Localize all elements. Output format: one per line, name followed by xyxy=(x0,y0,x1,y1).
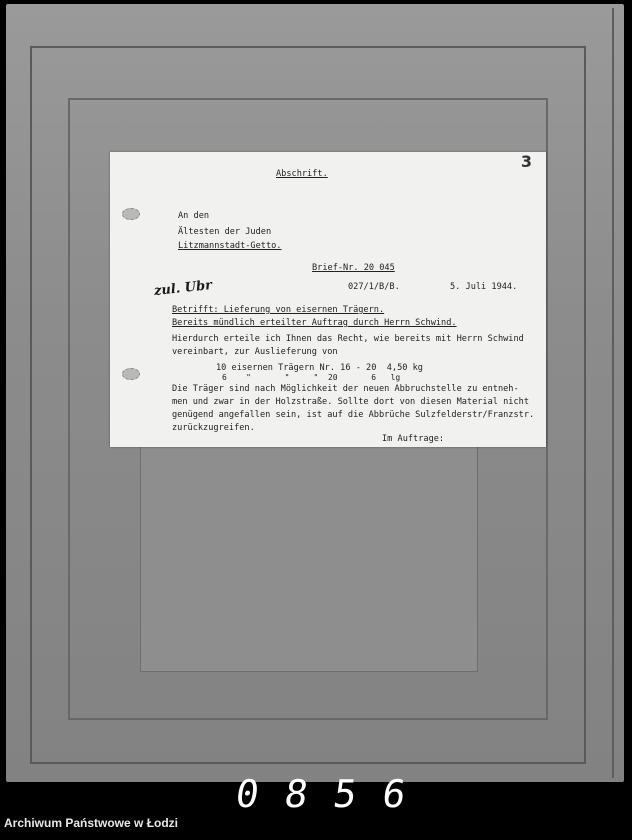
punch-hole-mark xyxy=(122,208,140,220)
brief-number: Brief-Nr. 20 045 xyxy=(312,263,395,273)
body-line-6: zurückzugreifen. xyxy=(172,423,255,433)
letter-document xyxy=(110,152,546,447)
page-number: 3 xyxy=(520,152,532,171)
document-title: Abschrift. xyxy=(276,169,328,179)
recipient-line-3: Litzmannstadt-Getto. xyxy=(178,241,282,251)
recipient-line-1: An den xyxy=(178,211,210,221)
body-line-1: Hierdurch erteile ich Ihnen das Recht, wie bereits mit Herrn Schwind xyxy=(172,334,524,344)
reference-code: 027/1/B/B. xyxy=(348,282,400,292)
recipient-line-2: Ältesten der Juden xyxy=(178,227,272,237)
archive-label: Archiwum Państwowe w Łodzi xyxy=(4,816,179,830)
body-line-3: Die Träger sind nach Möglichkeit der neuen Abbruchstelle zu entneh- xyxy=(172,384,519,394)
frame-number: 0856 xyxy=(232,772,435,816)
body-line-2: vereinbart, zur Auslieferung von xyxy=(172,347,338,357)
body-line-4: men und zwar in der Holzstraße. Sollte dort von diesen Material nicht xyxy=(172,397,529,407)
item-line-2: 6 " " " 20 6 lg xyxy=(222,373,401,382)
letter-date: 5. Juli 1944. xyxy=(450,282,518,292)
handwritten-note: zul. Ubr xyxy=(153,278,213,299)
subject-line-1: Betrifft: Lieferung von eisernen Trägern. xyxy=(172,305,385,315)
item-line-1: 10 eisernen Trägern Nr. 16 - 20 4,50 kg xyxy=(216,363,423,373)
closing-line: Im Auftrage: xyxy=(382,434,445,444)
subject-line-2: Bereits mündlich erteilter Auftrag durch Herrn Schwind. xyxy=(172,318,457,328)
backing-card xyxy=(140,440,478,672)
right-edge-line xyxy=(612,8,614,778)
body-line-5: genügend angefallen sein, ist auf die Abbrüche Sulzfelderstr/Franzstr. xyxy=(172,410,535,420)
punch-hole-mark xyxy=(122,368,140,380)
